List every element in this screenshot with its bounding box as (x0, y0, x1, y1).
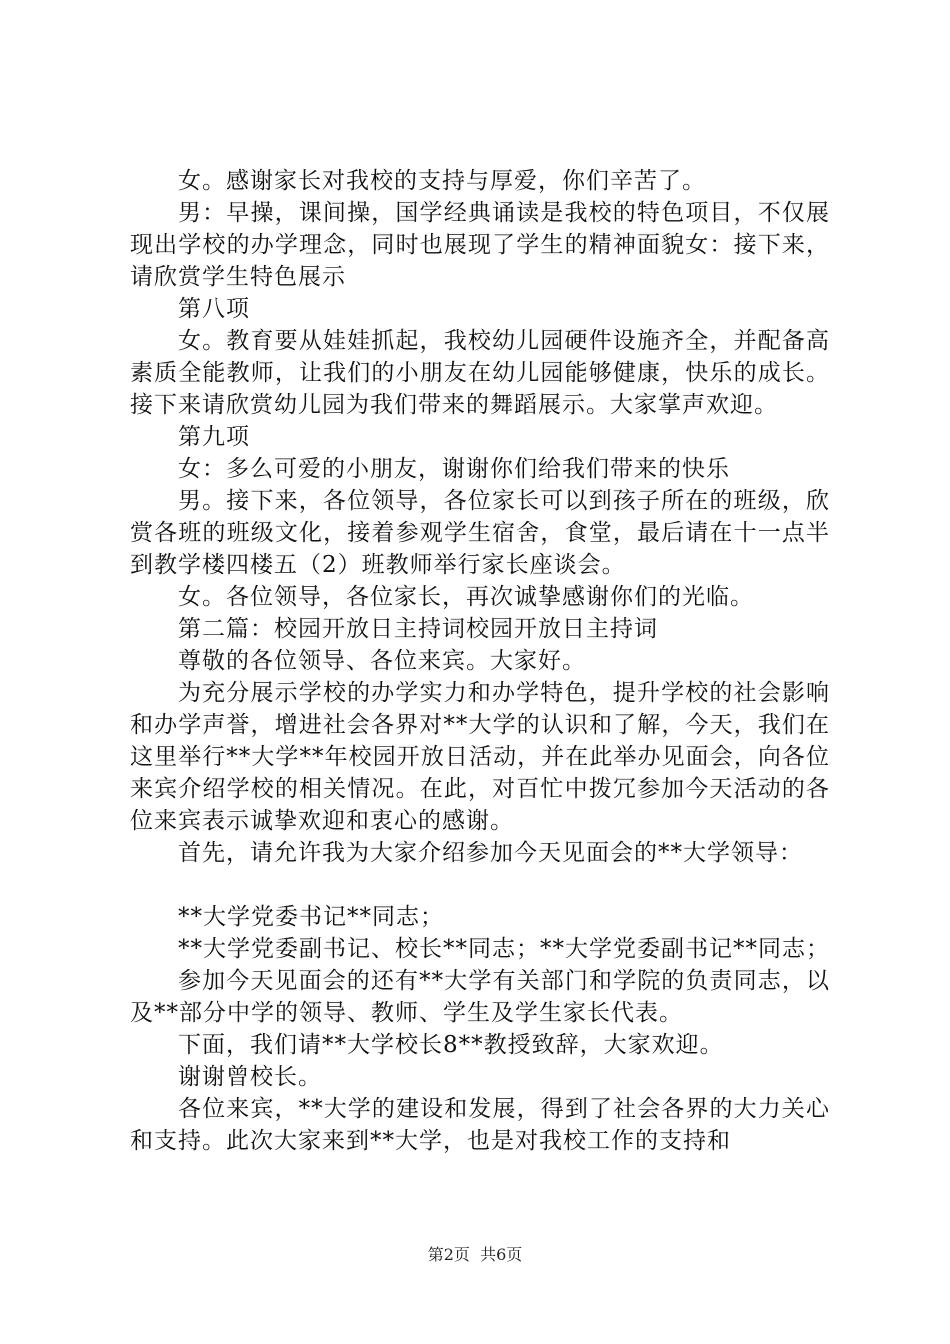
section-heading-8: 第八项 (178, 296, 250, 322)
paragraph-4: 女：多么可爱的小朋友，谢谢你们给我们带来的快乐 (178, 456, 730, 482)
page-footer (0, 1245, 950, 1265)
page-number: 第2页 (427, 1245, 470, 1264)
paragraph-greeting: 尊敬的各位领导、各位来宾。大家好。 (178, 648, 586, 674)
paragraph-leaders-intro: 首先，请允许我为大家介绍参加今天见面会的**大学领导： (178, 840, 803, 866)
paragraph-leader-2: **大学党委副书记、校长**同志；**大学党委副书记**同志； (178, 936, 830, 962)
paragraph-attendees: 参加今天见面会的还有**大学有关部门和学院的负责同志，以及**部分中学的领导、教师、学生及学生家长代表。 (130, 968, 830, 1026)
paragraph-closing: 各位来宾，**大学的建设和发展，得到了社会各界的大力关心和支持。此次大家来到**大学，也是对我校工作的支持和 (130, 1096, 830, 1154)
document-body (130, 165, 830, 1157)
paragraph-intro: 为充分展示学校的办学实力和办学特色，提升学校的社会影响和办学声誉，增进社会各界对**大学的认识和了解，今天，我们在这里举行**大学**年校园开放日活动，并在此举办见面会，向各位来宾介绍学校的相关情况。在此，对百忙中拨冗参加今天活动的各位来宾表示诚挚欢迎和衷心的感谢。 (130, 680, 830, 834)
paragraph-1: 女。感谢家长对我校的支持与厚爱，你们辛苦了。 (178, 168, 706, 194)
chapter-heading-2: 第二篇：校园开放日主持词校园开放日主持词 (178, 616, 658, 642)
paragraph-leader-1: **大学党委书记**同志； (178, 904, 444, 930)
paragraph-speech-invite: 下面，我们请**大学校长8**教授致辞，大家欢迎。 (178, 1032, 724, 1058)
paragraph-6: 女。各位领导，各位家长，再次诚挚感谢你们的光临。 (178, 584, 754, 610)
paragraph-2: 男：早操，课间操，国学经典诵读是我校的特色项目，不仅展现出学校的办学理念，同时也展现了学生的精神面貌女：接下来，请欣赏学生特色展示 (130, 200, 830, 290)
page-total: 共6页 (480, 1245, 523, 1264)
section-heading-9: 第九项 (178, 424, 250, 450)
paragraph-thanks: 谢谢曾校长。 (178, 1064, 322, 1090)
paragraph-3: 女。教育要从娃娃抓起，我校幼儿园硬件设施齐全，并配备高素质全能教师，让我们的小朋友在幼儿园能够健康，快乐的成长。接下来请欣赏幼儿园为我们带来的舞蹈展示。大家掌声欢迎。 (130, 328, 830, 418)
paragraph-5: 男。接下来，各位领导，各位家长可以到孩子所在的班级，欣赏各班的班级文化，接着参观学生宿舍，食堂，最后请在十一点半到教学楼四楼五（2）班教师举行家长座谈会。 (130, 488, 830, 578)
